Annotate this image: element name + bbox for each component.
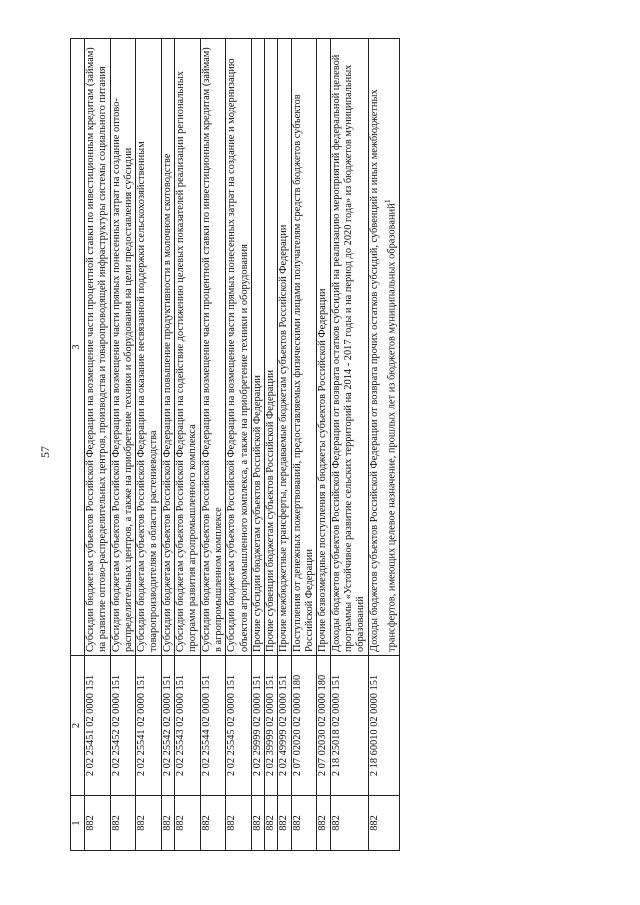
revenue-code-cell: 2 07 02020 02 0000 180 — [291, 656, 317, 796]
revenue-code-cell: 2 02 49999 02 0000 151 — [278, 656, 291, 796]
admin-code-cell: 882 — [278, 796, 291, 851]
page-number: 57 — [38, 446, 52, 458]
description-cell: Субсидии бюджетам субъектов Российской Федерации на возмещение части прямых понесенных затрат на создание оптово-распределительных центров, а также на приобретение техники и оборудования на цели предоставления субсидии — [110, 39, 136, 656]
header-col-3: 3 — [71, 39, 85, 656]
revenue-code-cell: 2 02 25545 02 0000 151 — [226, 656, 252, 796]
admin-code-cell: 882 — [330, 796, 368, 851]
table-row — [200, 39, 226, 851]
revenue-code-cell: 2 18 25018 02 0000 151 — [330, 656, 368, 796]
description-cell: Поступления от денежных пожертвований, предоставляемых физическими лицами получателям средств бюджетов субъектов Российской Федерации — [291, 39, 317, 656]
description-text: Доходы бюджетов субъектов Российской Федерации от возврата прочих остатков субсидий, субвенций и иных межбюджетных трансфертов, имеющих целевое назначение, прошлых лет из бюджетов муниципальных образований — [368, 89, 398, 652]
footnote-marker: 1 — [381, 198, 392, 204]
admin-code-cell: 882 — [161, 796, 174, 851]
revenue-code-cell: 2 02 25541 02 0000 151 — [136, 656, 162, 796]
revenue-code-cell: 2 02 25542 02 0000 151 — [161, 656, 174, 796]
admin-code-cell: 882 — [226, 796, 252, 851]
table-header-row — [71, 39, 85, 851]
rotated-table-container — [70, 39, 550, 851]
revenue-code-cell: 2 18 60010 02 0000 151 — [368, 656, 399, 796]
description-cell: Субсидии бюджетам субъектов Российской Федерации на повышение продуктивности в молочном скотоводстве — [161, 39, 174, 656]
table-row — [278, 39, 291, 851]
table-row — [291, 39, 317, 851]
admin-code-cell: 882 — [291, 796, 317, 851]
admin-code-cell: 882 — [200, 796, 226, 851]
table-row — [85, 39, 111, 851]
table-row — [110, 39, 136, 851]
admin-code-cell: 882 — [265, 796, 278, 851]
table-row — [136, 39, 162, 851]
revenue-code-cell: 2 02 25451 02 0000 151 — [85, 656, 111, 796]
admin-code-cell: 882 — [136, 796, 162, 851]
table-row — [317, 39, 330, 851]
revenue-code-cell: 2 02 39999 02 0000 151 — [265, 656, 278, 796]
description-cell: Субсидии бюджетам субъектов Российской Федерации на оказание несвязанной поддержки сельскохозяйственным товаропроизводителям в области растениеводства — [136, 39, 162, 656]
description-cell: Доходы бюджетов субъектов Российской Федерации от возврата остатков субсидий на реализацию мероприятий федеральной целевой программы «Устойчивое развитие сельских территорий на 2014 - 2017 годы и на период до 2020 года» из бюджетов муниципальных образований — [330, 39, 368, 656]
description-cell: Субсидии бюджетам субъектов Российской Федерации на возмещение части процентной ставки по инвестиционным кредитам (займам) на развитие оптово-распределительных центров, производства и товаропроводящей инфраструктуры системы социального питания — [85, 39, 111, 656]
table-row — [226, 39, 252, 851]
revenue-code-cell: 2 02 25544 02 0000 151 — [200, 656, 226, 796]
description-cell: Прочие субсидии бюджетам субъектов Российской Федерации — [251, 39, 264, 656]
table-row — [368, 39, 399, 851]
table-row — [265, 39, 278, 851]
description-cell: Субсидии бюджетам субъектов Российской Федерации на возмещение части прямых понесенных затрат на создание и модернизацию объектов агропромышленного комплекса, а также на приобретение техники и оборудования — [226, 39, 252, 656]
revenue-code-cell: 2 02 25543 02 0000 151 — [175, 656, 201, 796]
admin-code-cell: 882 — [251, 796, 264, 851]
table-row — [161, 39, 174, 851]
admin-code-cell: 882 — [85, 796, 111, 851]
admin-code-cell: 882 — [175, 796, 201, 851]
revenue-code-cell: 2 02 29999 02 0000 151 — [251, 656, 264, 796]
description-cell: Прочие межбюджетные трансферты, передаваемые бюджетам субъектов Российской Федерации — [278, 39, 291, 656]
revenue-codes-table — [70, 38, 400, 851]
table-row — [175, 39, 201, 851]
description-cell: Прочие безвозмездные поступления в бюджеты субъектов Российской Федерации — [317, 39, 330, 656]
table-row — [251, 39, 264, 851]
revenue-code-cell: 2 02 25452 02 0000 151 — [110, 656, 136, 796]
revenue-code-cell: 2 07 02030 02 0000 180 — [317, 656, 330, 796]
header-col-1: 1 — [71, 796, 85, 851]
description-cell: Субсидии бюджетам субъектов Российской Федерации на возмещение части процентной ставки по инвестиционным кредитам (займам) в агропромышленном комплексе — [200, 39, 226, 656]
admin-code-cell: 882 — [368, 796, 399, 851]
admin-code-cell: 882 — [110, 796, 136, 851]
description-cell — [368, 39, 399, 656]
header-col-2: 2 — [71, 656, 85, 796]
admin-code-cell: 882 — [317, 796, 330, 851]
description-cell: Субсидии бюджетам субъектов Российской Федерации на содействие достижению целевых показателей реализации региональных программ развития агропромышленного комплекса — [175, 39, 201, 656]
table-row — [330, 39, 368, 851]
description-cell: Прочие субвенции бюджетам субъектов Российской Федерации — [265, 39, 278, 656]
